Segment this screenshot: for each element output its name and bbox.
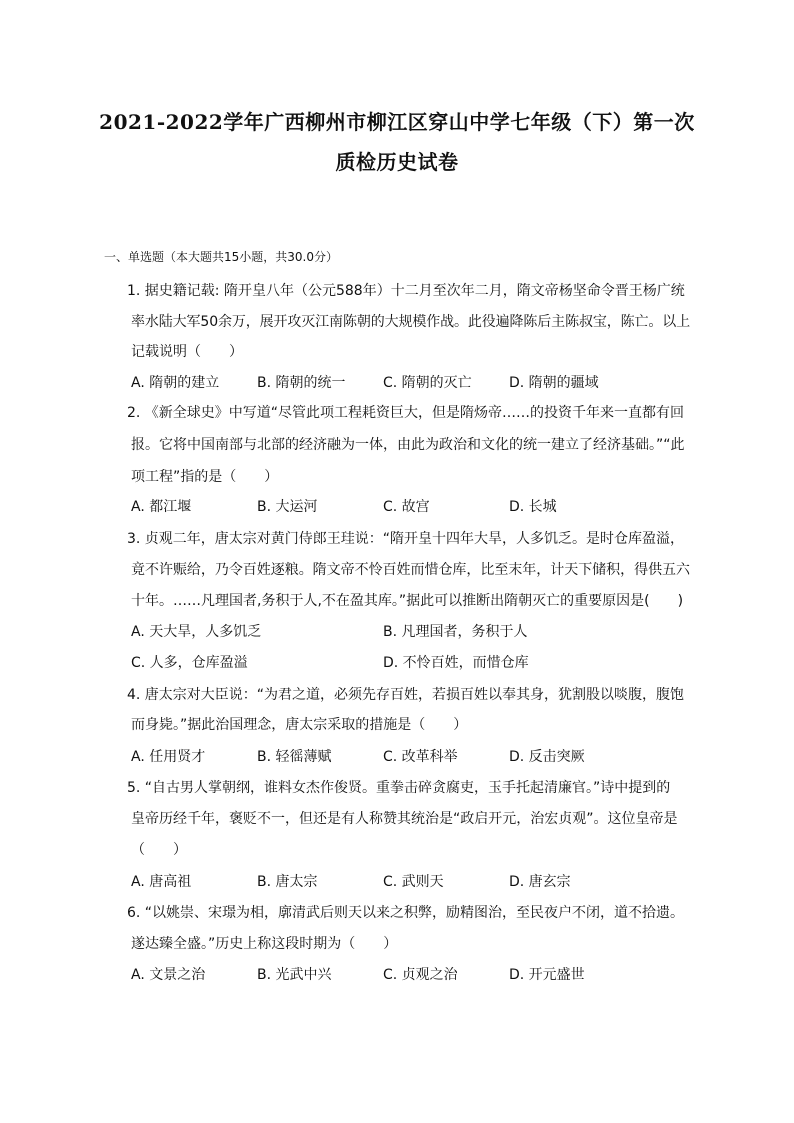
- question-3-option-d[interactable]: D. 不怜百姓，而惜仓库: [383, 655, 529, 671]
- question-5-line-3: （ ）: [131, 842, 187, 858]
- question-1-line-2: 率水陆大军50余万，展开攻灭江南陈朝的大规模作战。此役遍降陈后主陈叔宝，陈亡。以上: [131, 314, 691, 330]
- question-4-option-b[interactable]: B. 轻徭薄赋: [257, 749, 332, 765]
- question-1-option-d[interactable]: D. 隋朝的疆域: [509, 375, 599, 391]
- question-2-line-2: 报。它将中国南部与北部的经济融为一体，由此为政治和文化的统一建立了经济基础。”“此: [131, 437, 685, 453]
- question-3-option-a[interactable]: A. 天大旱，人多饥乏: [131, 624, 262, 640]
- question-4-line-1: 4. 唐太宗对大臣说：“为君之道，必须先存百姓，若损百姓以奉其身，犹割股以啖腹，腹饱: [127, 687, 685, 703]
- question-6-option-a[interactable]: A. 文景之治: [131, 967, 206, 983]
- question-2-option-b[interactable]: B. 大运河: [257, 499, 318, 515]
- question-5-option-a[interactable]: A. 唐高祖: [131, 874, 192, 890]
- question-3-option-c[interactable]: C. 人多，仓库盈溢: [131, 655, 248, 671]
- exam-title-line-2: 质检历史试卷: [335, 150, 459, 174]
- question-3-line-1: 3. 贞观二年，唐太宗对黄门侍郎王珪说：“隋开皇十四年大旱，人多饥乏。是时仓库盈溢，: [127, 531, 685, 547]
- section-heading: 一、单选题（本大题共15小题，共30.0分）: [104, 250, 338, 264]
- question-4-line-2: 而身毙。”据此治国理念，唐太宗采取的措施是（ ）: [131, 717, 468, 733]
- question-5-line-1: 5. “自古男人掌朝纲，谁料女杰作俊贤。重拳击碎贪腐吏，玉手托起清廉官。”诗中提到的: [127, 780, 671, 796]
- question-6-option-d[interactable]: D. 开元盛世: [509, 967, 585, 983]
- question-2-option-d[interactable]: D. 长城: [509, 499, 557, 515]
- question-3-line-3: 十年。……凡理国者,务积于人,不在盈其库。”据此可以推断出隋朝灭亡的重要原因是( ): [131, 593, 684, 609]
- question-4-option-c[interactable]: C. 改革科举: [383, 749, 458, 765]
- question-4-option-a[interactable]: A. 任用贤才: [131, 749, 206, 765]
- question-6-option-c[interactable]: C. 贞观之治: [383, 967, 458, 983]
- question-1-option-a[interactable]: A. 隋朝的建立: [131, 375, 220, 391]
- question-6-line-1: 6. “以姚崇、宋璟为相，廓清武后则天以来之积弊，励精图治，至民夜户不闭，道不拾遗。: [127, 905, 685, 921]
- question-6-option-b[interactable]: B. 光武中兴: [257, 967, 332, 983]
- question-1-line-1: 1. 据史籍记载: 隋开皇八年（公元588年）十二月至次年二月，隋文帝杨坚命令晋王杨广统: [127, 283, 685, 299]
- question-3-option-b[interactable]: B. 凡理国者，务积于人: [383, 624, 528, 640]
- question-2-option-a[interactable]: A. 都江堰: [131, 499, 192, 515]
- question-3-line-2: 竟不许赈给，乃令百姓逐粮。隋文帝不怜百姓而惜仓库，比至末年，计天下储积，得供五六: [131, 562, 690, 578]
- exam-title-line-1: 2021-2022学年广西柳州市柳江区穿山中学七年级（下）第一次: [99, 110, 695, 134]
- question-1-option-c[interactable]: C. 隋朝的灭亡: [383, 375, 472, 391]
- question-5-option-b[interactable]: B. 唐太宗: [257, 874, 318, 890]
- question-6-line-2: 遂达臻全盛。”历史上称这段时期为（ ）: [131, 936, 398, 952]
- question-5-option-d[interactable]: D. 唐玄宗: [509, 874, 571, 890]
- question-1-line-3: 记载说明（ ）: [131, 344, 243, 360]
- question-1-option-b[interactable]: B. 隋朝的统一: [257, 375, 346, 391]
- question-5-option-c[interactable]: C. 武则天: [383, 874, 444, 890]
- question-2-line-3: 项工程”指的是（ ）: [131, 469, 279, 485]
- question-2-line-1: 2. 《新全球史》中写道“尽管此项工程耗资巨大，但是隋炀帝……的投资千年来一直都有回: [127, 405, 685, 421]
- question-2-option-c[interactable]: C. 故宫: [383, 499, 430, 515]
- question-4-option-d[interactable]: D. 反击突厥: [509, 749, 585, 765]
- question-5-line-2: 皇帝历经千年，褒贬不一，但还是有人称赞其统治是“政启开元，治宏贞观”。这位皇帝是: [131, 811, 678, 827]
